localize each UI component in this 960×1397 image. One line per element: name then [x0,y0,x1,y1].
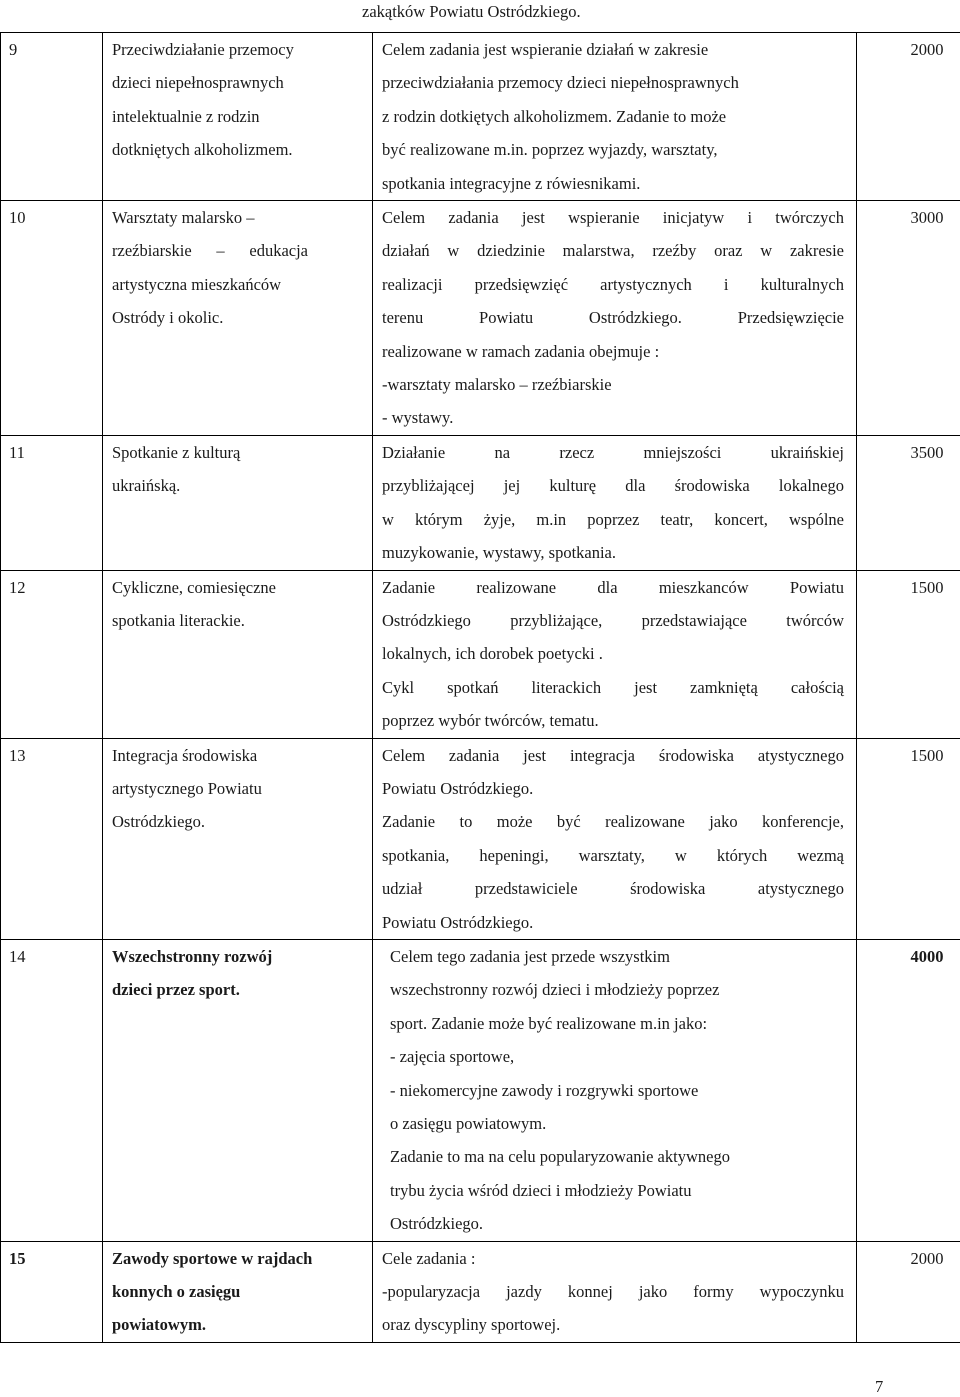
continuation-text: zakątków Powiatu Ostródzkiego. [362,2,581,21]
row-number: 14 [1,939,103,1241]
task-description: Działanie na rzecz mniejszości ukraińskiej przybliżającej jej kulturę dla środowiska lokalnego w którym żyje, m.in poprzez teatr, koncert, wspólne muzykowanie, wystawy, spotkania. [373,435,857,570]
page-number: 7 [875,1377,884,1396]
task-amount: 2000 [857,1241,960,1342]
task-description [373,939,857,1241]
task-amount: 2000 [857,33,960,201]
task-name: Integracja środowiska artystycznego Powiatu Ostródzkiego. [103,738,373,939]
task-amount: 3000 [857,201,960,436]
row-number: 10 [1,201,103,436]
table-row [1,570,960,738]
row-number: 12 [1,570,103,738]
task-description: Zadanie realizowane dla mieszkanców Powiatu Ostródzkiego przybliżające, przedstawiające twórców lokalnych, ich dorobek poetycki . Cykl spotkań literackich jest zamkniętą całością poprzez wybór twórców, tematu. [373,570,857,738]
task-amount: 1500 [857,738,960,939]
task-name: Spotkanie z kulturą ukraińską. [103,435,373,570]
task-name: Warsztaty malarsko – rzeźbiarskie – edukacja artystyczna mieszkańców Ostródy i okolic. [103,201,373,436]
row-number: 11 [1,435,103,570]
task-name: Przeciwdziałanie przemocy dzieci niepełnosprawnych intelektualnie z rodzin dotkniętych alkoholizmem. [103,33,373,201]
task-name: Wszechstronny rozwój dzieci przez sport. [103,939,373,1241]
task-description: Cele zadania : -popularyzacja jazdy konnej jako formy wypoczynku oraz dyscypliny sportowej. [373,1241,857,1342]
task-description-indented: Celem tego zadania jest przede wszystkim wszechstronny rozwój dzieci i młodzieży poprzez sport. Zadanie może być realizowane m.in jako: - zajęcia sportowe, - niekomercyjne zawody i rozgrywki sportowe o zasięgu powiatowym. Zadanie to ma na celu popularyzowanie aktywnego trybu życia wśród dzieci i młodzieży Powiatu Ostródzkiego. [390,946,730,1234]
table-row [1,435,960,570]
tasks-table [0,32,960,1343]
task-description: Celem zadania jest wspieranie działań w zakresie przeciwdziałania przemocy dzieci niepełnosprawnych z rodzin dotkiętych alkoholizmem. Zadanie to może być realizowane m.in. poprzez wyjazdy, warsztaty, spotkania integracyjne z rówiesnikami. [373,33,857,201]
row-number: 13 [1,738,103,939]
table-row [1,738,960,939]
table-row [1,33,960,201]
task-amount: 1500 [857,570,960,738]
task-name: Zawody sportowe w rajdach konnych o zasięgu powiatowym. [103,1241,373,1342]
task-amount: 4000 [857,939,960,1241]
task-name: Cykliczne, comiesięczne spotkania literackie. [103,570,373,738]
task-amount: 3500 [857,435,960,570]
row-number: 15 [1,1241,103,1342]
task-description: Celem zadania jest wspieranie inicjatyw i twórczych działań w dziedzinie malarstwa, rzeźby oraz w zakresie realizacji przedsięwzięć artystycznych i kulturalnych terenu Powiatu Ostródzkiego. Przedsięwzięcie realizowane w ramach zadania obejmuje : -warsztaty malarsko – rzeźbiarskie - wystawy. [373,201,857,436]
row-number: 9 [1,33,103,201]
table-row [1,201,960,436]
task-description: Celem zadania jest integracja środowiska atystycznego Powiatu Ostródzkiego. Zadanie to może być realizowane jako konferencje, spotkania, hepeningi, warsztaty, w których wezmą udział przedstawiciele środowiska atystycznego Powiatu Ostródzkiego. [373,738,857,939]
table-row [1,1241,960,1342]
table-row [1,939,960,1241]
